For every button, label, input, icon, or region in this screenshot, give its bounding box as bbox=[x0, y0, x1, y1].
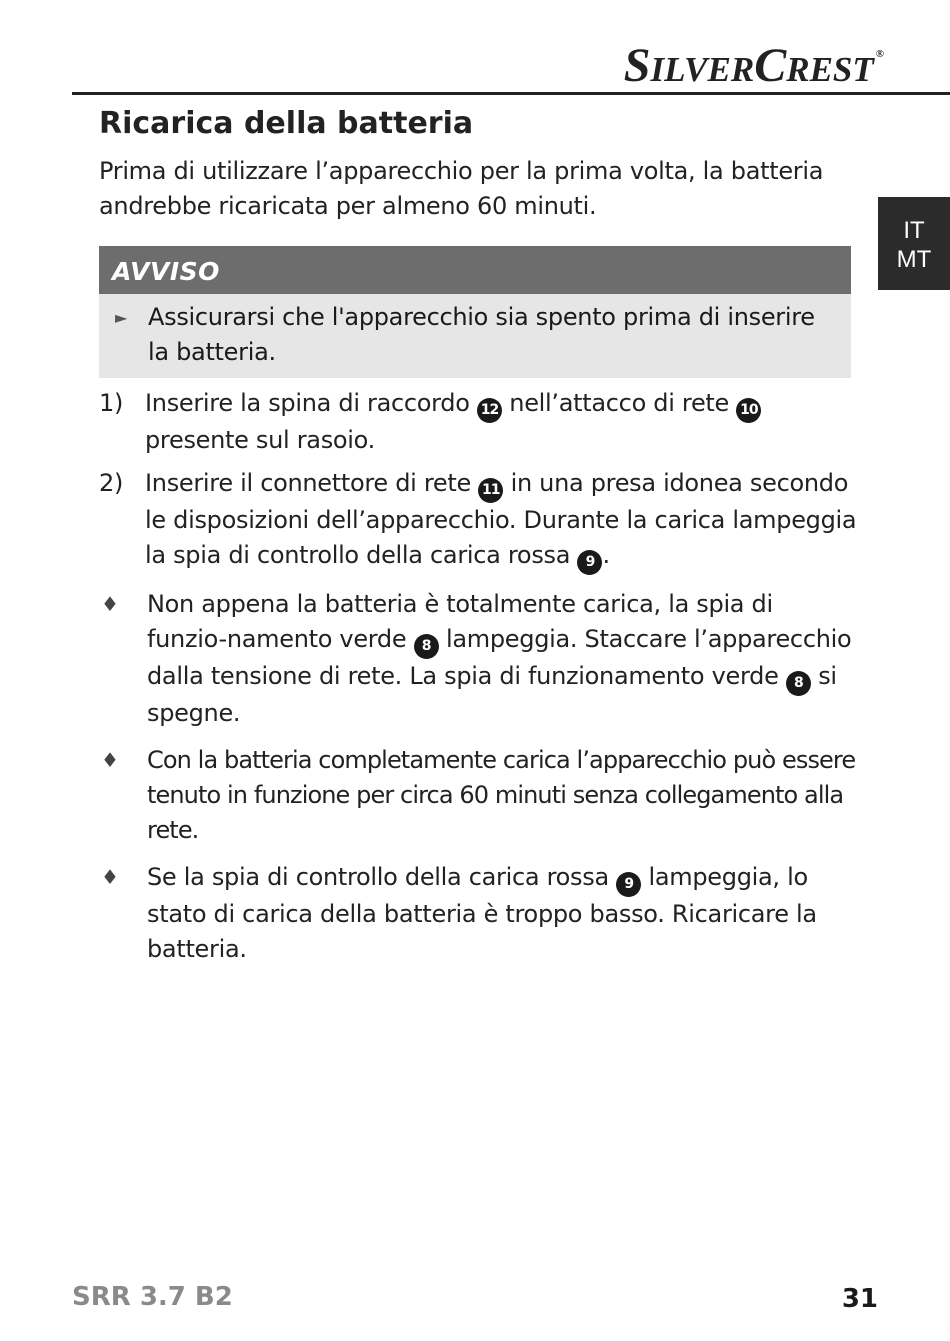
registered-mark: ® bbox=[875, 48, 884, 60]
text-run: Se la spia di controllo della carica rossa bbox=[147, 863, 617, 891]
bullet-text: Con la batteria completamente carica l’apparecchio può essere tenuto in funzione per circa 60 minuti senza collegamento alla rete. bbox=[147, 746, 856, 844]
part-number-badge: 12 bbox=[477, 398, 502, 423]
text-run: Inserire il connettore di rete bbox=[145, 469, 479, 497]
text-run: presente sul rasoio. bbox=[145, 426, 375, 454]
intro-paragraph: Prima di utilizzare l’apparecchio per la prima volta, la batteria andrebbe ricaricata per almeno 60 minuti. bbox=[99, 157, 824, 220]
language-code-mt: MT bbox=[896, 246, 932, 273]
diamond-icon: ♦ bbox=[101, 592, 119, 616]
text-run: . bbox=[602, 541, 610, 569]
step-text bbox=[145, 466, 859, 575]
arrow-icon: ► bbox=[115, 308, 128, 327]
text-run: lampeggia. Staccare l’apparecchio dalla tensione di rete. La spia di funzionamento verde bbox=[147, 625, 852, 690]
list-item bbox=[99, 466, 859, 575]
steps-list bbox=[99, 386, 859, 967]
text-run: nell’attacco di rete bbox=[501, 389, 737, 417]
text-run: lampeggia, lo stato di carica della batteria è troppo basso. Ricaricare la batteria. bbox=[147, 863, 817, 963]
logo-text: ILVER bbox=[650, 50, 755, 89]
text-run: in una presa idonea secondo le disposizioni dell’apparecchio. Durante la carica lampeggia la spia di controllo della carica rossa bbox=[145, 469, 857, 569]
part-number-badge: 10 bbox=[736, 398, 761, 423]
text-run: Inserire la spina di raccordo bbox=[145, 389, 477, 417]
part-number-badge: 9 bbox=[616, 872, 641, 897]
text-run: si spegne. bbox=[147, 662, 837, 727]
list-item bbox=[99, 743, 859, 848]
notice-heading: AVVISO bbox=[99, 246, 851, 294]
list-item bbox=[99, 860, 859, 967]
notice-box bbox=[99, 246, 851, 378]
bullet-text bbox=[147, 860, 859, 967]
logo-letter: S bbox=[623, 39, 651, 92]
diamond-icon: ♦ bbox=[101, 865, 119, 889]
part-number-badge: 8 bbox=[414, 634, 439, 659]
main-content bbox=[99, 104, 859, 979]
logo-letter: C bbox=[754, 39, 787, 92]
text-run: Non appena la batteria è totalmente carica, la spia di funzio-namento verde bbox=[147, 590, 773, 653]
bullet-text bbox=[147, 587, 859, 731]
part-number-badge: 11 bbox=[478, 478, 503, 503]
step-marker: 1) bbox=[99, 389, 124, 417]
header-rule bbox=[72, 92, 950, 95]
section-title: Ricarica della batteria bbox=[99, 106, 474, 141]
notice-body bbox=[99, 294, 851, 378]
diamond-icon: ♦ bbox=[101, 748, 119, 772]
brand-logo bbox=[624, 38, 884, 93]
part-number-badge: 8 bbox=[786, 671, 811, 696]
step-text bbox=[145, 386, 859, 458]
part-number-badge: 9 bbox=[577, 550, 602, 575]
language-tab bbox=[878, 197, 950, 290]
language-code-it: IT bbox=[903, 217, 925, 244]
page-number: 31 bbox=[841, 1284, 878, 1314]
step-marker: 2) bbox=[99, 469, 124, 497]
notice-text: Assicurarsi che l'apparecchio sia spento prima di inserire la batteria. bbox=[148, 303, 815, 366]
list-item bbox=[99, 386, 859, 458]
logo-text: REST bbox=[786, 50, 874, 89]
model-number: SRR 3.7 B2 bbox=[72, 1282, 233, 1312]
list-item bbox=[99, 587, 859, 731]
